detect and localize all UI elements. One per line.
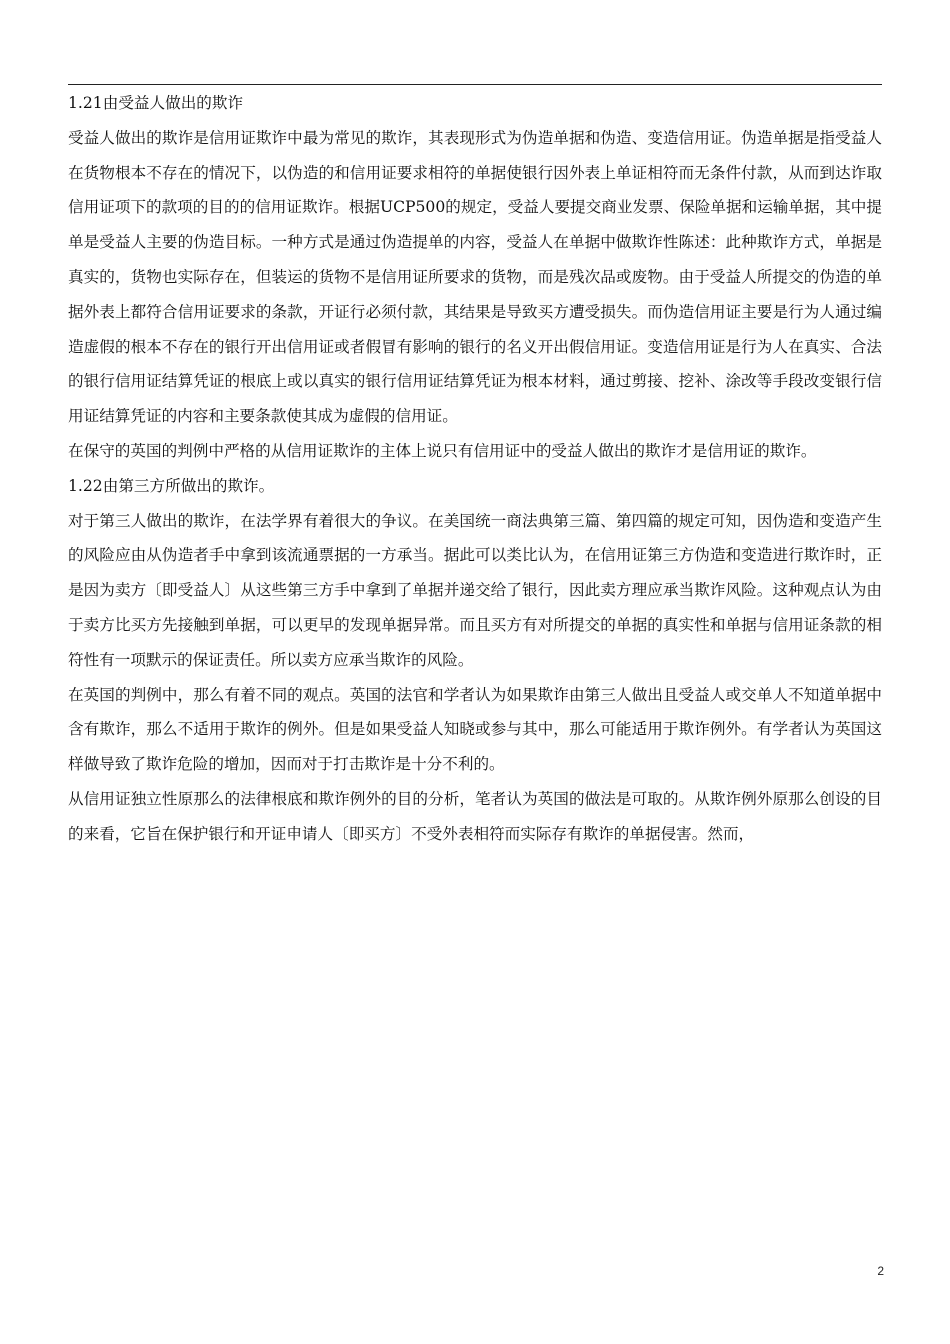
paragraph: 受益人做出的欺诈是信用证欺诈中最为常见的欺诈，其表现形式为伪造单据和伪造、变造信用证。伪造单据是指受益人在货物根本不存在的情况下，以伪造的和信用证要求相符的单据使银行因外表上单证相符而无条件付款，从而到达诈取信用证项下的款项的目的的信用证欺诈。根据UCP500的规定，受益人要提交商业发票、保险单据和运输单据，其中提单是受益人主要的伪造目标。一种方式是通过伪造提单的内容，受益人在单据中做欺诈性陈述：此种欺诈方式，单据是真实的，货物也实际存在，但装运的货物不是信用证所要求的货物，而是残次品或废物。由于受益人所提交的伪造的单据外表上都符合信用证要求的条款，开证行必须付款，其结果是导致买方遭受损失。而伪造信用证主要是行为人通过编造虚假的根本不存在的银行开出信用证或者假冒有影响的银行的名义开出假信用证。变造信用证是行为人在真实、合法的银行信用证结算凭证的根底上或以真实的银行信用证结算凭证为根本材料，通过剪接、挖补、涂改等手段改变银行信用证结算凭证的内容和主要条款使其成为虚假的信用证。 [68, 128, 882, 426]
paragraph: 在保守的英国的判例中严格的从信用证欺诈的主体上说只有信用证中的受益人做出的欺诈才是信用证的欺诈。 [68, 441, 817, 460]
header-rule [68, 84, 882, 85]
paragraph: 从信用证独立性原那么的法律根底和欺诈例外的目的分析，笔者认为英国的做法是可取的。从欺诈例外原那么创设的目的来看，它旨在保护银行和开证申请人〔即买方〕不受外表相符而实际存有欺诈的单据侵害。然而， [68, 789, 882, 843]
paragraph: 对于第三人做出的欺诈，在法学界有着很大的争议。在美国统一商法典第三篇、第四篇的规定可知，因伪造和变造产生的风险应由从伪造者手中拿到该流通票据的一方承当。据此可以类比认为，在信用证第三方伪造和变造进行欺诈时，正是因为卖方〔即受益人〕从这些第三方手中拿到了单据并递交给了银行，因此卖方理应承当欺诈风险。这种观点认为由于卖方比买方先接触到单据，可以更早的发现单据异常。而且买方有对所提交的单据的真实性和单据与信用证条款的相符性有一项默示的保证责任。所以卖方应承当欺诈的风险。 [68, 511, 882, 669]
document-body [68, 86, 882, 852]
section-heading-1-22: 1.22由第三方所做出的欺诈。 [68, 476, 275, 495]
page-number: 2 [877, 1264, 884, 1278]
section-heading-1-21: 1.21由受益人做出的欺诈 [68, 94, 244, 112]
paragraph: 在英国的判例中，那么有着不同的观点。英国的法官和学者认为如果欺诈由第三人做出且受益人或交单人不知道单据中含有欺诈，那么不适用于欺诈的例外。但是如果受益人知晓或参与其中，那么可能适用于欺诈例外。有学者认为英国这样做导致了欺诈危险的增加，因而对于打击欺诈是十分不利的。 [68, 685, 882, 774]
